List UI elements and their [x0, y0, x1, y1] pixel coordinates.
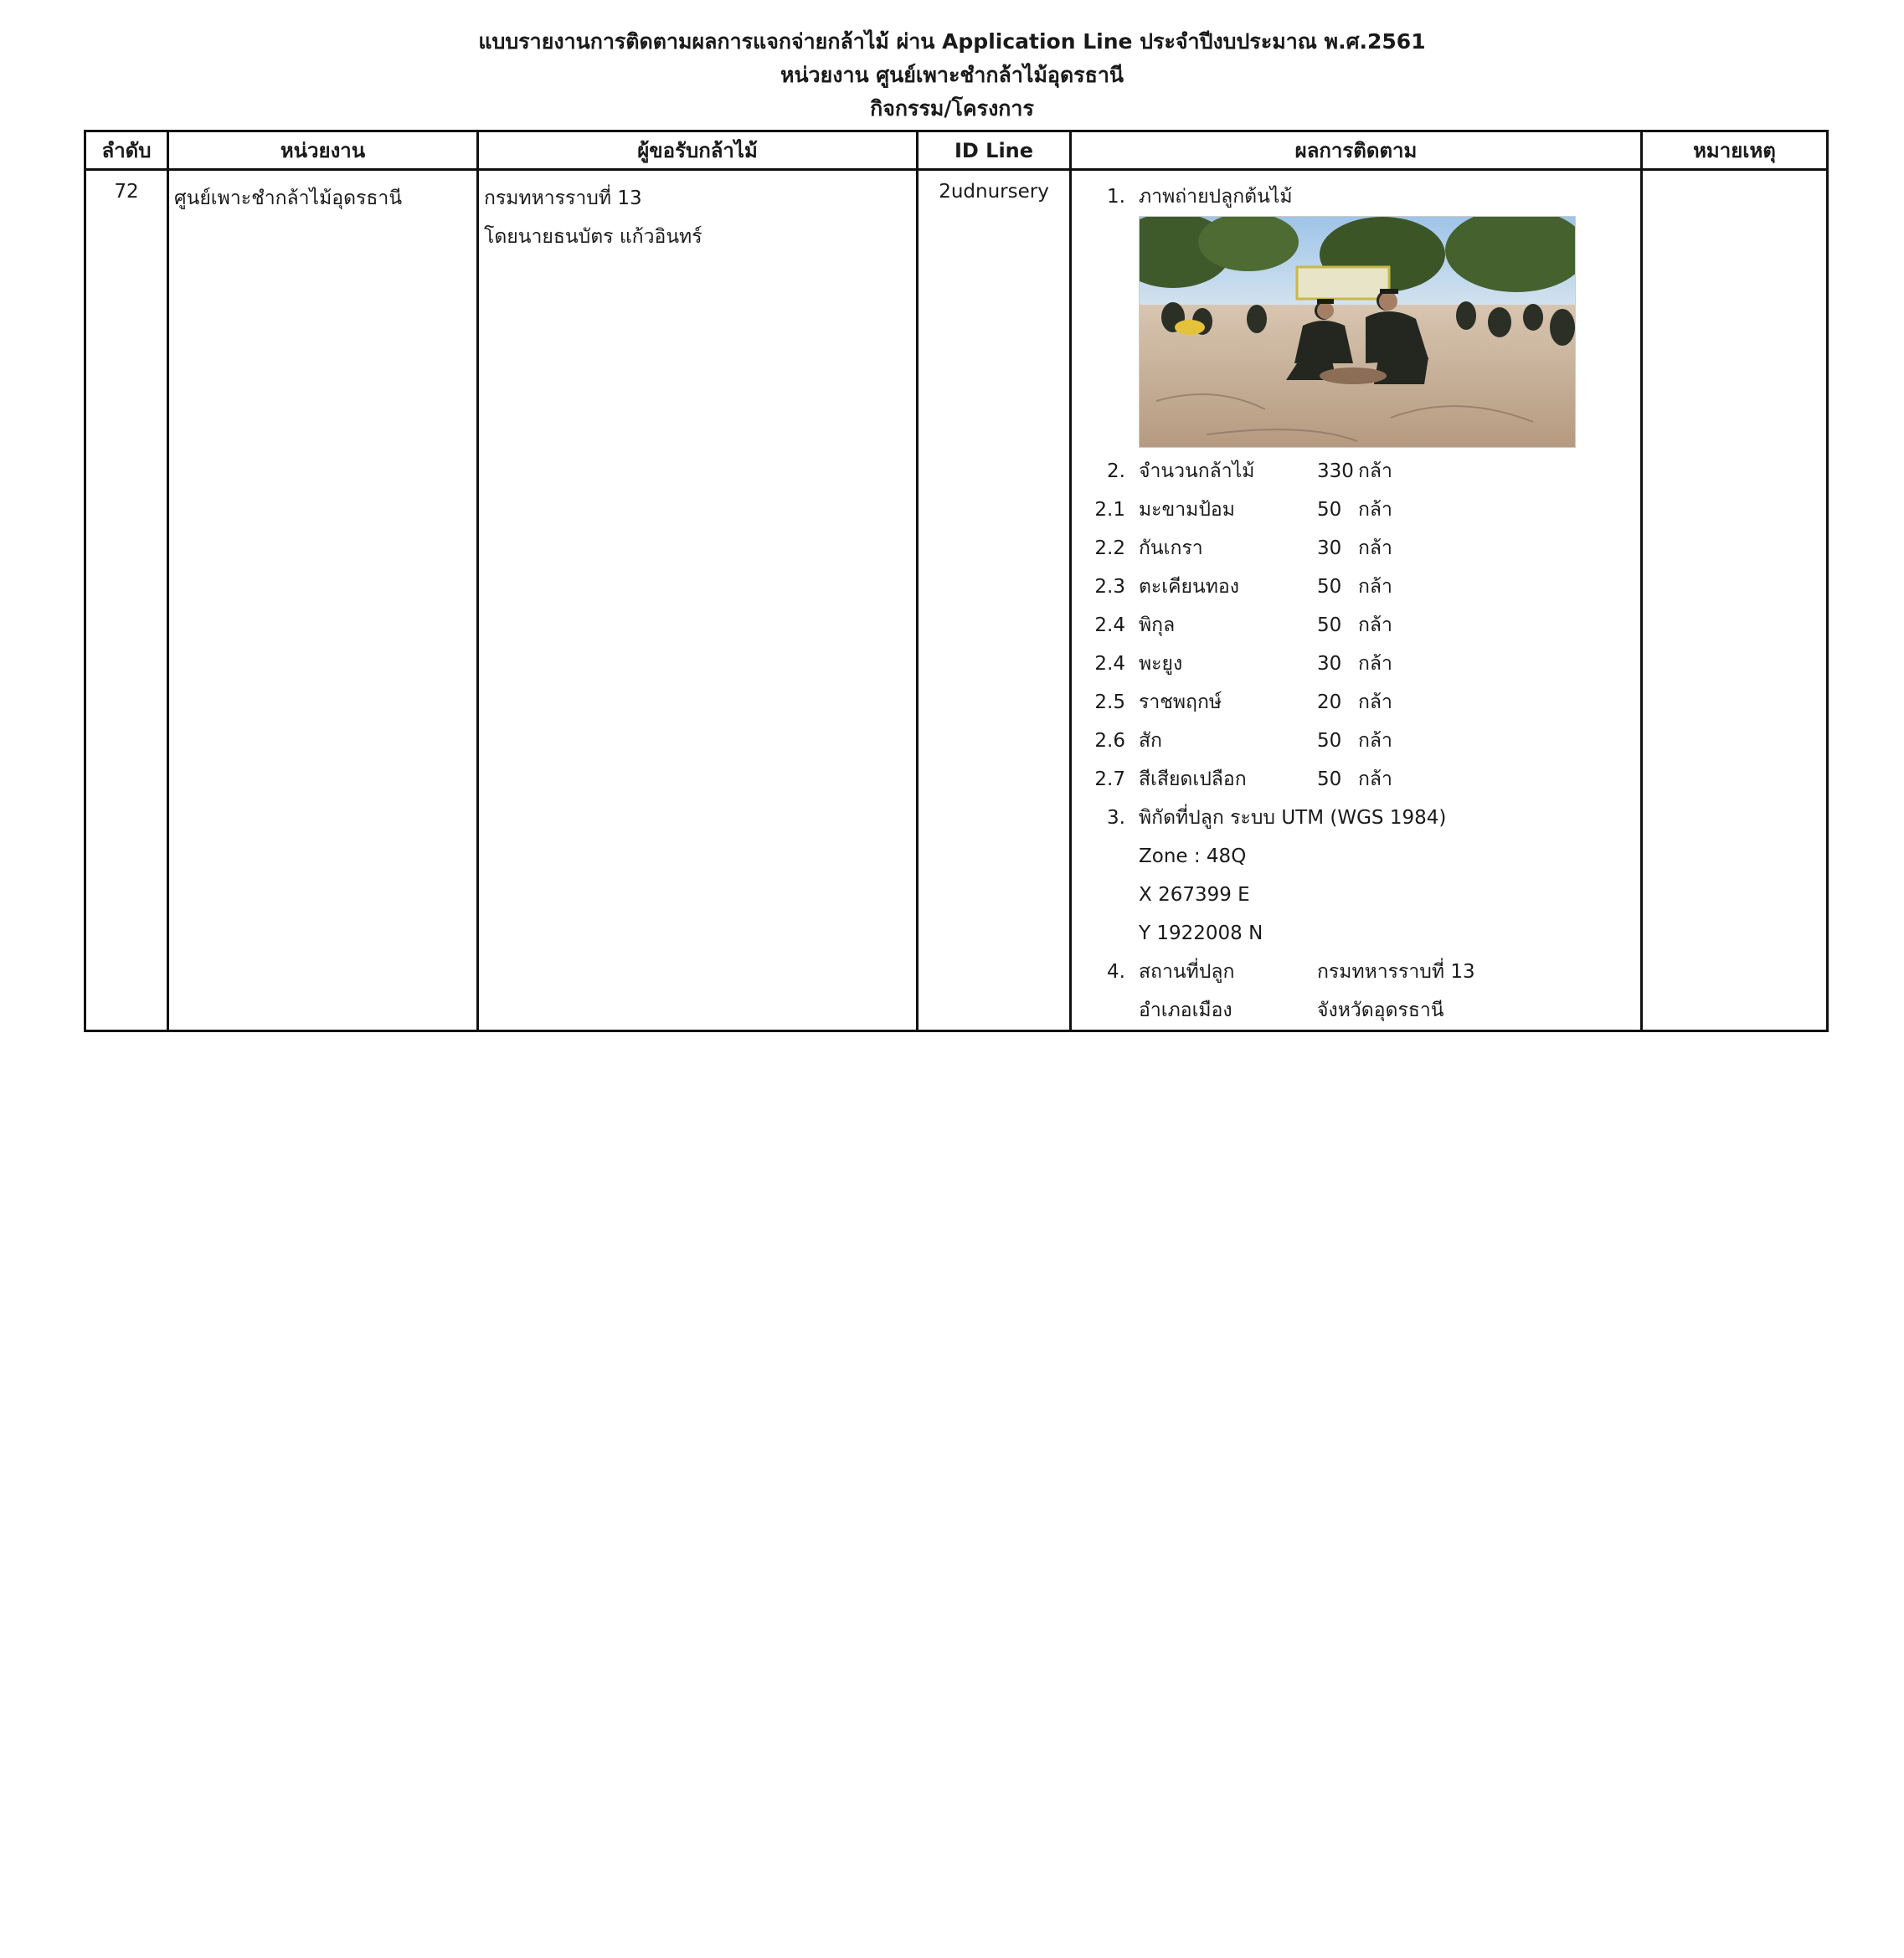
planting-photo [1139, 216, 1576, 448]
species-quantity: 50 [1317, 768, 1342, 790]
location-province: จังหวัดอุดรธานี [1317, 1000, 1444, 1021]
species-unit: กล้า [1358, 614, 1392, 636]
cell-agency [168, 170, 478, 1031]
result-item-number: 1. [1107, 186, 1125, 208]
species-unit: กล้า [1358, 537, 1392, 559]
species-number: 2.5 [1094, 691, 1125, 713]
species-quantity: 50 [1317, 576, 1342, 598]
species-name: สีเสียดเปลือก [1139, 768, 1247, 790]
col-header-seq: ลำดับ [85, 131, 168, 170]
col-header-result: ผลการติดตาม [1071, 131, 1642, 170]
report-title: แบบรายงานการติดตามผลการแจกจ่ายกล้าไม้ ผ่าน Application Line ประจำปีงบประมาณ พ.ศ.2561 [478, 29, 1426, 54]
location-place: กรมทหารราบที่ 13 [1317, 961, 1475, 983]
species-unit: กล้า [1358, 768, 1392, 790]
col-header-agency: หน่วยงาน [168, 131, 478, 170]
species-quantity: 50 [1317, 499, 1342, 521]
species-name: พะยูง [1139, 653, 1183, 675]
species-unit: กล้า [1358, 730, 1392, 752]
coords-x-row [1072, 876, 1640, 914]
report-table [84, 130, 1829, 1032]
agency-text: ศูนย์เพาะชำกล้าไม้อุดรธานี [174, 188, 403, 209]
cell-seq: 72 [85, 170, 168, 1031]
coords-zone: Zone : 48Q [1139, 845, 1247, 867]
result-item-number: 4. [1107, 961, 1125, 983]
planting-photo-image [1140, 217, 1575, 447]
coords-label: พิกัดที่ปลูก ระบบ UTM (WGS 1984) [1139, 807, 1447, 829]
col-header-recipient: ผู้ขอรับกล้าไม้ [478, 131, 918, 170]
species-row [1072, 568, 1640, 606]
col-header-id-line: ID Line [918, 131, 1071, 170]
coords-zone-row [1072, 837, 1640, 876]
cell-id-line: 2udnursery [918, 170, 1071, 1031]
result-item-label: จำนวนกล้าไม้ [1139, 460, 1255, 482]
species-row [1072, 760, 1640, 799]
species-name: มะขามป้อม [1139, 499, 1235, 521]
species-number: 2.7 [1094, 768, 1125, 790]
location-row [1072, 953, 1640, 991]
species-unit: กล้า [1358, 499, 1392, 521]
table-header-row [85, 131, 1828, 170]
species-quantity: 30 [1317, 537, 1342, 559]
species-number: 2.3 [1094, 576, 1125, 598]
total-unit: กล้า [1358, 460, 1392, 482]
result-content [1072, 171, 1640, 1030]
report-agency: หน่วยงาน ศูนย์เพาะชำกล้าไม้อุดรธานี [780, 63, 1124, 87]
species-name: ตะเคียนทอง [1139, 576, 1239, 598]
species-number: 2.4 [1094, 614, 1125, 636]
species-name: พิกุล [1139, 614, 1176, 636]
species-row [1072, 683, 1640, 722]
species-unit: กล้า [1358, 691, 1392, 713]
species-name: ราชพฤกษ์ [1139, 691, 1222, 713]
coords-row [1072, 799, 1640, 837]
species-quantity: 20 [1317, 691, 1342, 713]
species-unit: กล้า [1358, 576, 1392, 598]
species-number: 2.1 [1094, 499, 1125, 521]
coords-y-row [1072, 914, 1640, 953]
coords-x: X 267399 E [1139, 884, 1250, 906]
species-quantity: 50 [1317, 614, 1342, 636]
recipient-text [479, 171, 916, 256]
species-row [1072, 606, 1640, 645]
cell-result [1071, 170, 1642, 1031]
cell-remark [1642, 170, 1828, 1031]
species-quantity: 50 [1317, 730, 1342, 752]
recipient-unit: กรมทหารราบที่ 13 [484, 188, 642, 209]
result-total-row [1072, 452, 1640, 491]
table-row [85, 170, 1828, 1031]
species-unit: กล้า [1358, 653, 1392, 675]
report-activity: กิจกรรม/โครงการ [870, 96, 1034, 121]
result-item-number: 3. [1107, 807, 1125, 829]
total-quantity: 330 [1317, 460, 1354, 482]
species-row [1072, 529, 1640, 568]
recipient-person: โดยนายธนบัตร แก้วอินทร์ [484, 226, 702, 248]
col-header-remark: หมายเหตุ [1642, 131, 1828, 170]
report-titles [0, 25, 1904, 126]
species-row [1072, 722, 1640, 760]
species-row [1072, 491, 1640, 529]
result-item-label: ภาพถ่ายปลูกต้นไม้ [1139, 186, 1293, 208]
species-number: 2.2 [1094, 537, 1125, 559]
result-photo-row [1072, 177, 1640, 216]
species-name: กันเกรา [1139, 537, 1203, 559]
species-name: สัก [1139, 730, 1162, 752]
species-number: 2.4 [1094, 653, 1125, 675]
species-quantity: 30 [1317, 653, 1342, 675]
coords-y: Y 1922008 N [1139, 922, 1263, 944]
result-item-number: 2. [1107, 460, 1125, 482]
location-district-row [1072, 991, 1640, 1030]
cell-recipient [478, 170, 918, 1031]
species-row [1072, 645, 1640, 683]
species-number: 2.6 [1094, 730, 1125, 752]
location-label: สถานที่ปลูก [1139, 961, 1235, 983]
photo-area [1072, 216, 1640, 452]
location-district: อำเภอเมือง [1139, 1000, 1232, 1021]
